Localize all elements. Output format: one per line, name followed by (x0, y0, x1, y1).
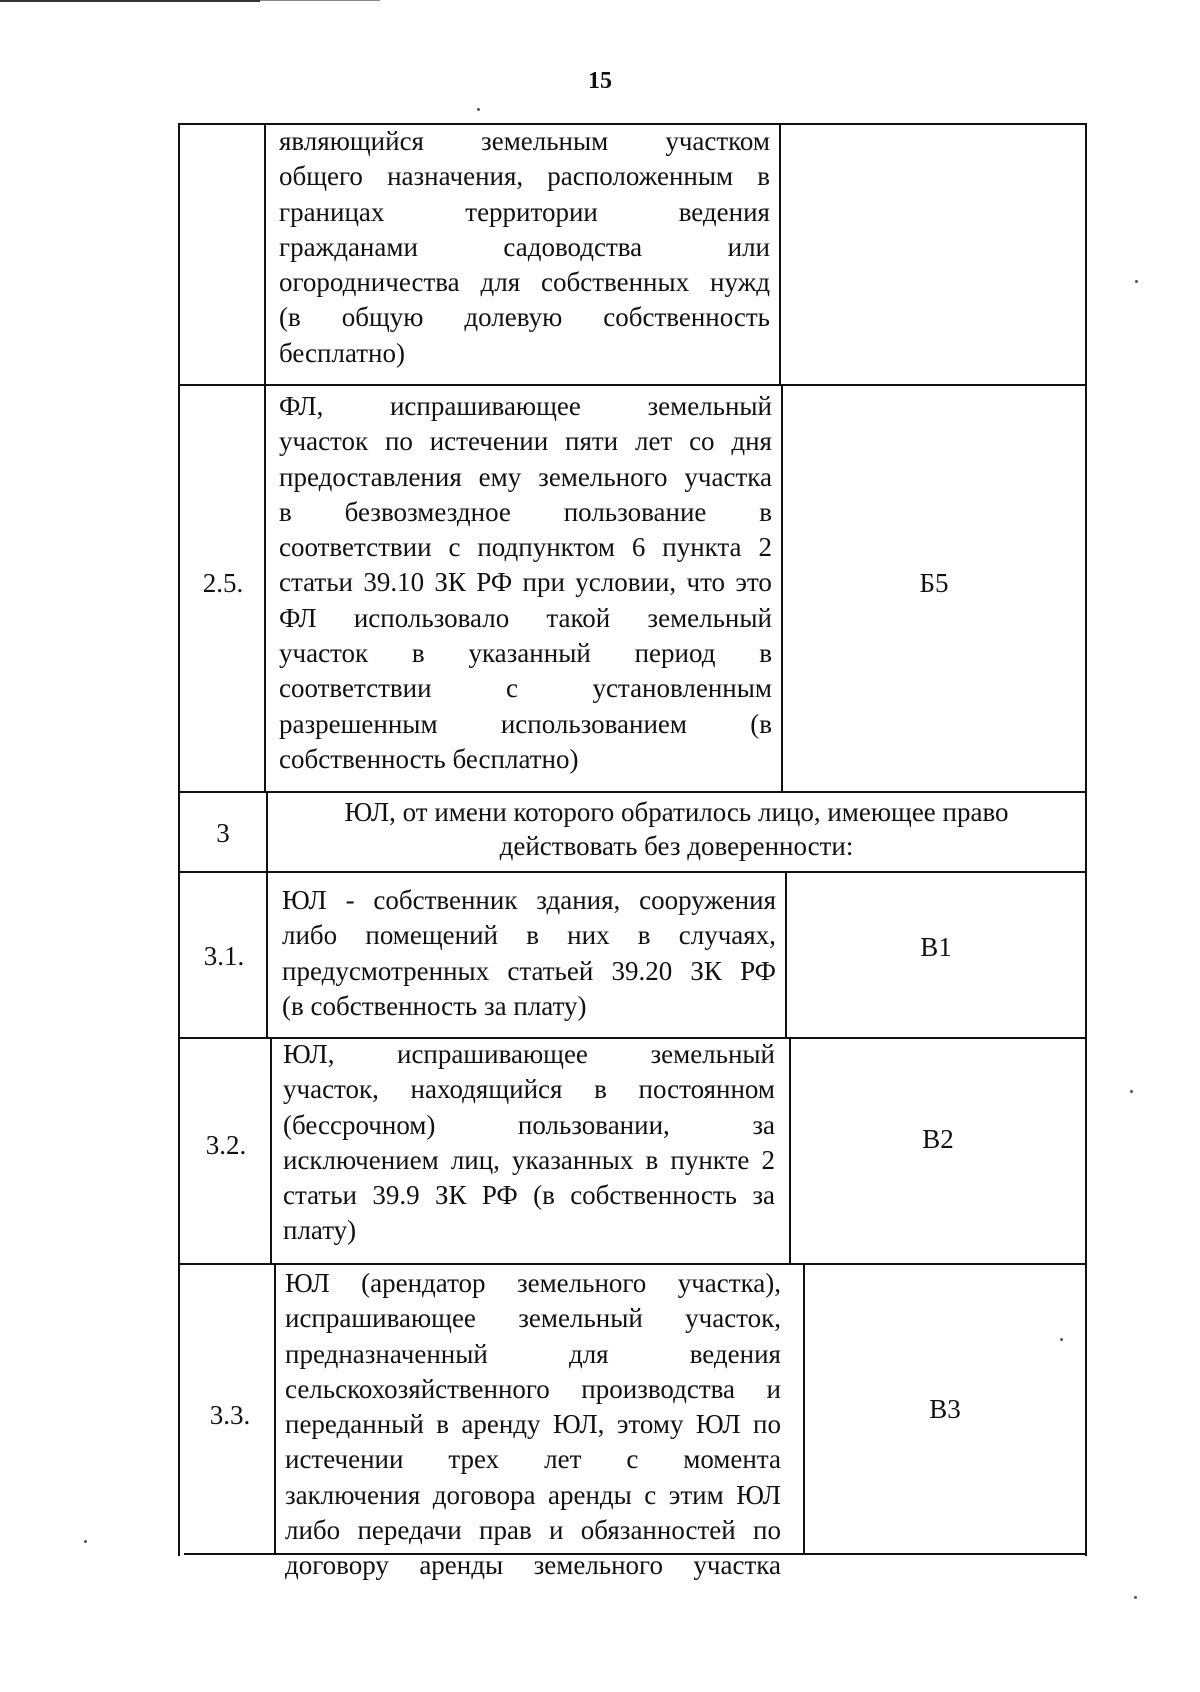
description-line: предоставления ему земельного участка (279, 461, 772, 492)
scan-speck (84, 1540, 87, 1543)
row-code: В2 (922, 1124, 954, 1154)
row-description (283, 1037, 775, 1249)
row-description (285, 1266, 781, 1584)
row-separator (180, 1263, 1087, 1265)
column-separator (779, 124, 781, 384)
description-line: соответствии с подпунктом 6 пункта 2 (279, 532, 772, 563)
row-description (279, 124, 770, 371)
description-line: предназначенный для ведения (285, 1338, 781, 1369)
description-line: сельскохозяйственного производства и (285, 1373, 781, 1404)
row-code: В1 (920, 932, 952, 962)
row-number: 3.3. (209, 1400, 251, 1430)
description-line: (в общую долевую собственность (279, 302, 770, 333)
table-border-right (1085, 124, 1087, 1556)
description-line: предусмотренных статьей 39.20 ЗК РФ (282, 955, 776, 986)
description-line: договору аренды земельного участка (285, 1550, 781, 1581)
row-separator (178, 871, 1087, 873)
column-separator (264, 124, 266, 792)
description-line: участок, находящийся в постоянном (283, 1074, 775, 1105)
description-line: участок в указанный период в (279, 638, 772, 669)
description-line: являющийся земельным участком (279, 126, 770, 156)
description-line: огородничества для собственных нужд (279, 267, 770, 298)
description-line: разрешенным использованием (в (279, 708, 772, 739)
description-line: бесплатно) (279, 337, 405, 368)
row-number: 3.1. (203, 941, 245, 971)
page-number: 15 (588, 68, 612, 94)
scan-speck (1134, 1596, 1137, 1599)
description-line: плату) (283, 1215, 357, 1246)
description-line: (бессрочном) пользовании, за (283, 1109, 775, 1140)
section-line: действовать без доверенности: (499, 831, 854, 861)
description-line: истечении трех лет с момента (285, 1444, 781, 1475)
description-line: границах территории ведения (279, 196, 770, 227)
description-line: собственность бесплатно) (279, 743, 579, 774)
row-separator (178, 791, 1087, 793)
description-line: (в собственность за плату) (282, 990, 587, 1021)
scan-edge (0, 0, 260, 2)
description-line: статьи 39.9 ЗК РФ (в собственность за (283, 1180, 775, 1211)
description-line: испрашивающее земельный участок, (285, 1303, 781, 1334)
description-line: ФЛ, испрашивающее земельный (279, 391, 772, 421)
scan-speck (1060, 1338, 1063, 1341)
description-line: заключения договора аренды с этим ЮЛ (285, 1479, 781, 1510)
description-line: ЮЛ - собственник здания, сооружения (282, 885, 776, 915)
section-number: 3 (216, 818, 230, 848)
row-code: Б5 (919, 568, 949, 598)
row-number: 3.2. (205, 1130, 247, 1160)
section-title (268, 795, 1085, 863)
row-description (279, 389, 772, 777)
description-line: участок по истечении пяти лет со дня (279, 426, 772, 457)
row-separator (178, 384, 1087, 386)
description-line: либо передачи прав и обязанностей по (285, 1515, 781, 1546)
scan-edge (260, 0, 380, 1)
description-line: ЮЛ (арендатор земельного участка), (285, 1268, 781, 1298)
column-separator (270, 1038, 272, 1264)
scan-speck (477, 108, 480, 111)
section-line: ЮЛ, от имени которого обратилось лицо, имеющее право (344, 797, 1009, 827)
description-line: ЮЛ, испрашивающее земельный (283, 1039, 775, 1069)
description-line: в безвозмездное пользование в (279, 496, 772, 527)
description-line: общего назначения, расположенным в (279, 161, 770, 192)
row-number: 2.5. (202, 568, 244, 598)
description-line: ФЛ использовало такой земельный (279, 602, 772, 633)
description-line: гражданами садоводства или (279, 231, 770, 262)
row-description (282, 883, 776, 1024)
column-separator (274, 1264, 276, 1554)
description-line: переданный в аренду ЮЛ, этому ЮЛ по (285, 1409, 781, 1440)
column-separator (266, 872, 268, 1038)
row-code: В3 (929, 1394, 961, 1424)
description-line: либо помещений в них в случаях, (282, 920, 776, 951)
description-line: исключением лиц, указанных в пункте 2 (283, 1144, 775, 1175)
scan-speck (1130, 1090, 1133, 1093)
description-line: соответствии с установленным (279, 673, 772, 704)
description-line: статьи 39.10 ЗК РФ при условии, что это (279, 567, 772, 598)
scan-speck (1135, 280, 1138, 283)
